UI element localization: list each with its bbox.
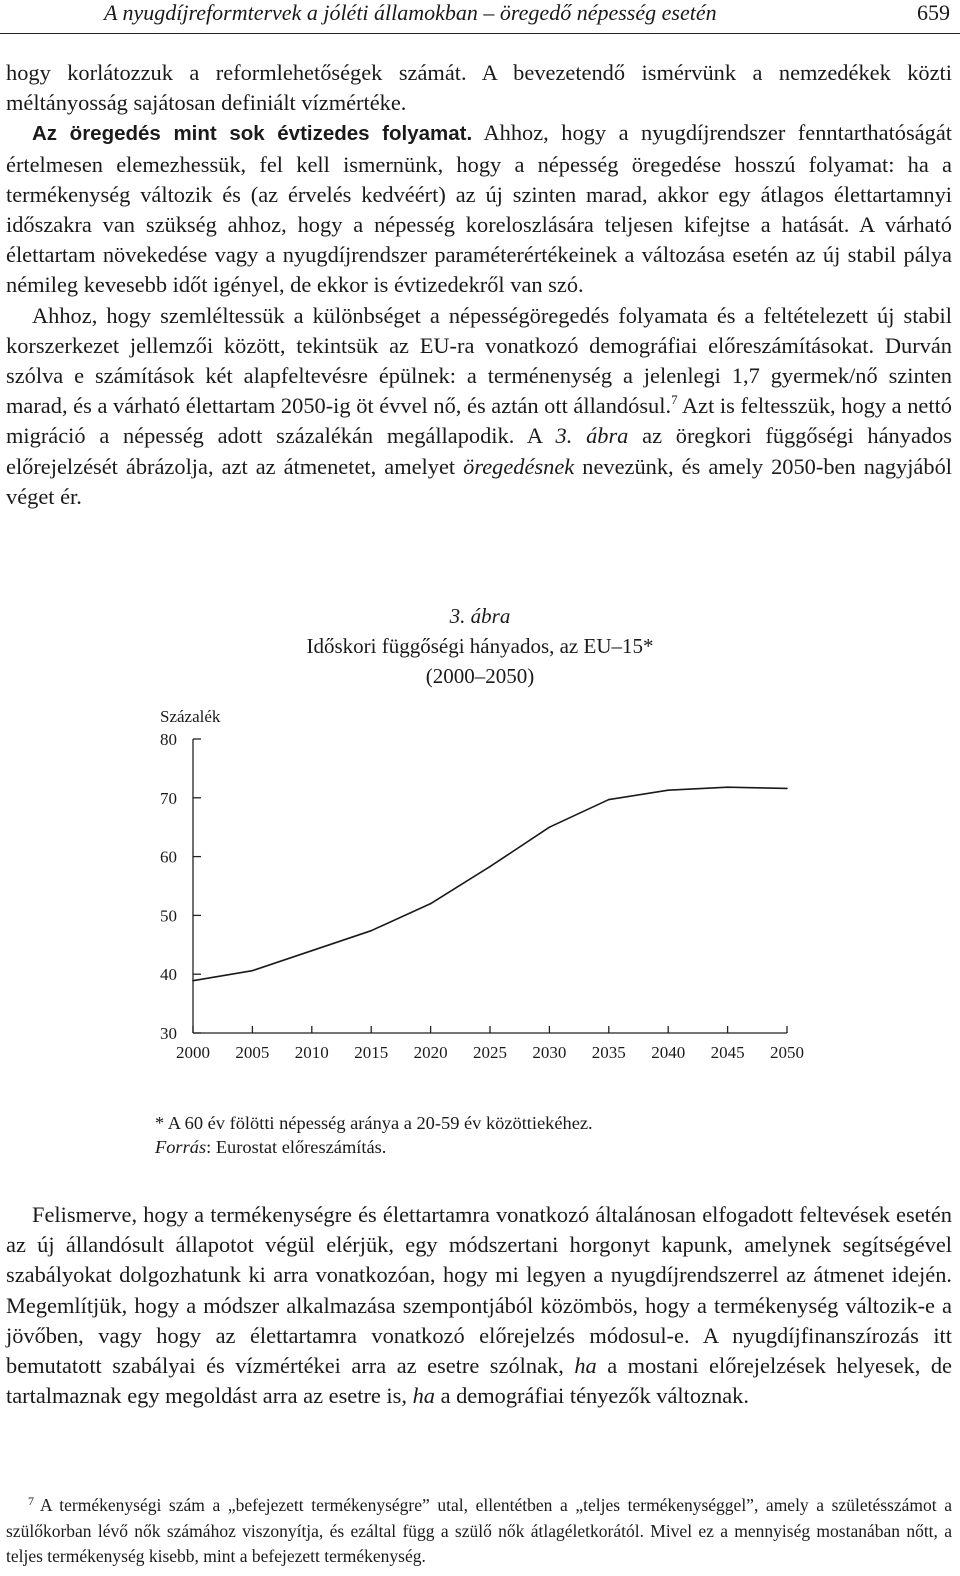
paragraph-3: Ahhoz, hogy szemléltessük a különbséget a népességöregedés folyamata és a feltételezett új stabil korszerkezet jellemzői között, tekintsük az EU-ra vonatkozó demográfiai előreszámításokat. Durván szólva e számítások két alapfeltevésre épülnek: a terménenység a jelenlegi 1,7 gyermek/nő szinten marad, és a várható élettartam 2050-ig öt évvel nő, és aztán ott állandósul.$^7$ Azt is feltesszük, hogy a nettó migráció a népesség adott százalékán megállapodik. A 3. ábra az öregkori függőségi hányados előrejelzését ábrázolja, azt az átmenetet, amelyet öregedésnek nevezünk, és amely 2050-ben nagyjából véget ér. bbox=[6, 302, 952, 509]
data-point bbox=[549, 826, 551, 828]
figure-title: Időskori függőségi hányados, az EU–15* bbox=[306, 634, 654, 658]
chart-axes bbox=[193, 739, 787, 1033]
y-tick-label: 40 bbox=[160, 965, 177, 985]
figure-footnote: * A 60 év fölötti népesség aránya a 20-59 év közöttiekéhez. bbox=[155, 1113, 593, 1133]
y-tick-label: 80 bbox=[160, 730, 177, 749]
x-tick-label: 2045 bbox=[710, 1043, 745, 1062]
section-run-in-heading: Az öregedés mint sok évtizedes folyamat. bbox=[32, 122, 473, 146]
x-tick-label: 2025 bbox=[473, 1043, 507, 1062]
x-tick-label: 2010 bbox=[294, 1043, 329, 1062]
page-number: 659 bbox=[917, 0, 950, 25]
figure-period: (2000–2050) bbox=[425, 664, 535, 688]
y-tick-label: 70 bbox=[160, 788, 177, 808]
figure-source: Forrás: Eurostat előreszámítás. bbox=[155, 1137, 387, 1157]
x-tick-label: 2050 bbox=[770, 1043, 804, 1062]
x-tick-label: 2000 bbox=[176, 1043, 210, 1062]
paragraph-2: Az öregedés mint sok évtizedes folyamat. Ahhoz, hogy a nyugdíjrendszer fenntarthatóságát értelmesen elemezhessük, fel kell ismernünk, hogy a népesség öregedése hosszú folyamat: ha a termékenység változik és (az érvelés kedvéért) az új szinten marad, akkor egy átlagos élettartamnyi időszakra van szükség ahhoz, hogy a népesség koreloszlására teljesen kifejtse a hatását. A várható élettartam növekedése vagy a nyugdíjrendszer paraméterértékeinek a változása esetén az új stabil pálya némileg kevesebb időt igényel, de ekkor is évtizedekről van szó. bbox=[6, 120, 952, 298]
running-title: A nyugdíjreformtervek a jóléti államokban – öregedő népesség esetén bbox=[104, 0, 717, 25]
x-tick-label: 2015 bbox=[354, 1043, 389, 1062]
paragraph-4: Felismerve, hogy a termékenységre és élettartamra vonatkozó általánosan elfogadott feltevések esetén az új állandósult állapotot végül elérjük, egy módszertani horgonyt kapunk, amelynek segítségével szabályokat dolgozhatunk ki arra vonatkozóan, hogy mi legyen a nyugdíjrendszerrel az átmenet idején. Megemlítjük, hogy a módszer alkalmazása szempontjából közömbös, hogy a termékenység változik-e a jövőben, vagy hogy az élettartamra vonatkozó előrejelzés módosul-e. A nyugdíjfinanszírozás itt bemutatott szabályai és vízmértékei arra az esetre szólnak, ha a mostani előrejelzések helyesek, de tartalmaznak egy megoldást arra az esetre is, ha a demográfiai tényezők változnak. bbox=[6, 1202, 952, 1409]
paragraph-1: hogy korlátozzuk a reformlehetőségek számát. A bevezetendő ismérvünk a nemzedékek közti méltányosság sajátosan definiált vízmértéke. bbox=[6, 60, 952, 116]
data-point bbox=[370, 930, 372, 932]
figure-ref[interactable]: 3. ábra bbox=[555, 423, 629, 449]
footnote-number: 7 bbox=[28, 1494, 34, 1508]
series-line bbox=[193, 787, 787, 980]
data-point bbox=[786, 788, 788, 790]
y-tick-label: 60 bbox=[160, 847, 177, 867]
chart-marks bbox=[192, 786, 788, 981]
data-point bbox=[608, 799, 610, 801]
y-tick-label: 50 bbox=[160, 906, 177, 926]
figure-note bbox=[155, 1111, 915, 1159]
emphasis: öregedésnek bbox=[463, 453, 575, 479]
body-text-bottom bbox=[6, 1200, 952, 1411]
chart-ticks bbox=[160, 707, 804, 1062]
data-point bbox=[727, 786, 729, 788]
footnote-ref[interactable]: 7 bbox=[671, 392, 678, 408]
data-point bbox=[489, 866, 491, 868]
x-tick-label: 2005 bbox=[235, 1043, 270, 1062]
y-axis-label: Százalék bbox=[160, 707, 221, 726]
x-tick-label: 2040 bbox=[651, 1043, 686, 1062]
data-point bbox=[252, 970, 254, 972]
x-tick-label: 2020 bbox=[413, 1043, 448, 1062]
x-tick-label: 2030 bbox=[532, 1043, 567, 1062]
figure-number: 3. ábra bbox=[449, 604, 511, 628]
footnote-7 bbox=[6, 1493, 952, 1570]
data-point bbox=[311, 950, 313, 952]
y-tick-label: 30 bbox=[160, 1024, 177, 1043]
data-point bbox=[430, 903, 432, 905]
footnote-text: A termékenységi szám a „befejezett termékenységre” utal, ellentétben a „teljes termékenységgel”, amely a születésszámot a szülőkorban lévő nők számához viszonyítja, és ezáltal függ a szülő nők átlagéletkorától. Mivel ez a mennyiség mostanában nőtt, a teljes termékenység kisebb, mint a befejezett termékenység. bbox=[6, 1495, 952, 1566]
x-tick-label: 2035 bbox=[591, 1043, 626, 1062]
data-point bbox=[667, 789, 669, 791]
data-point bbox=[192, 980, 194, 982]
